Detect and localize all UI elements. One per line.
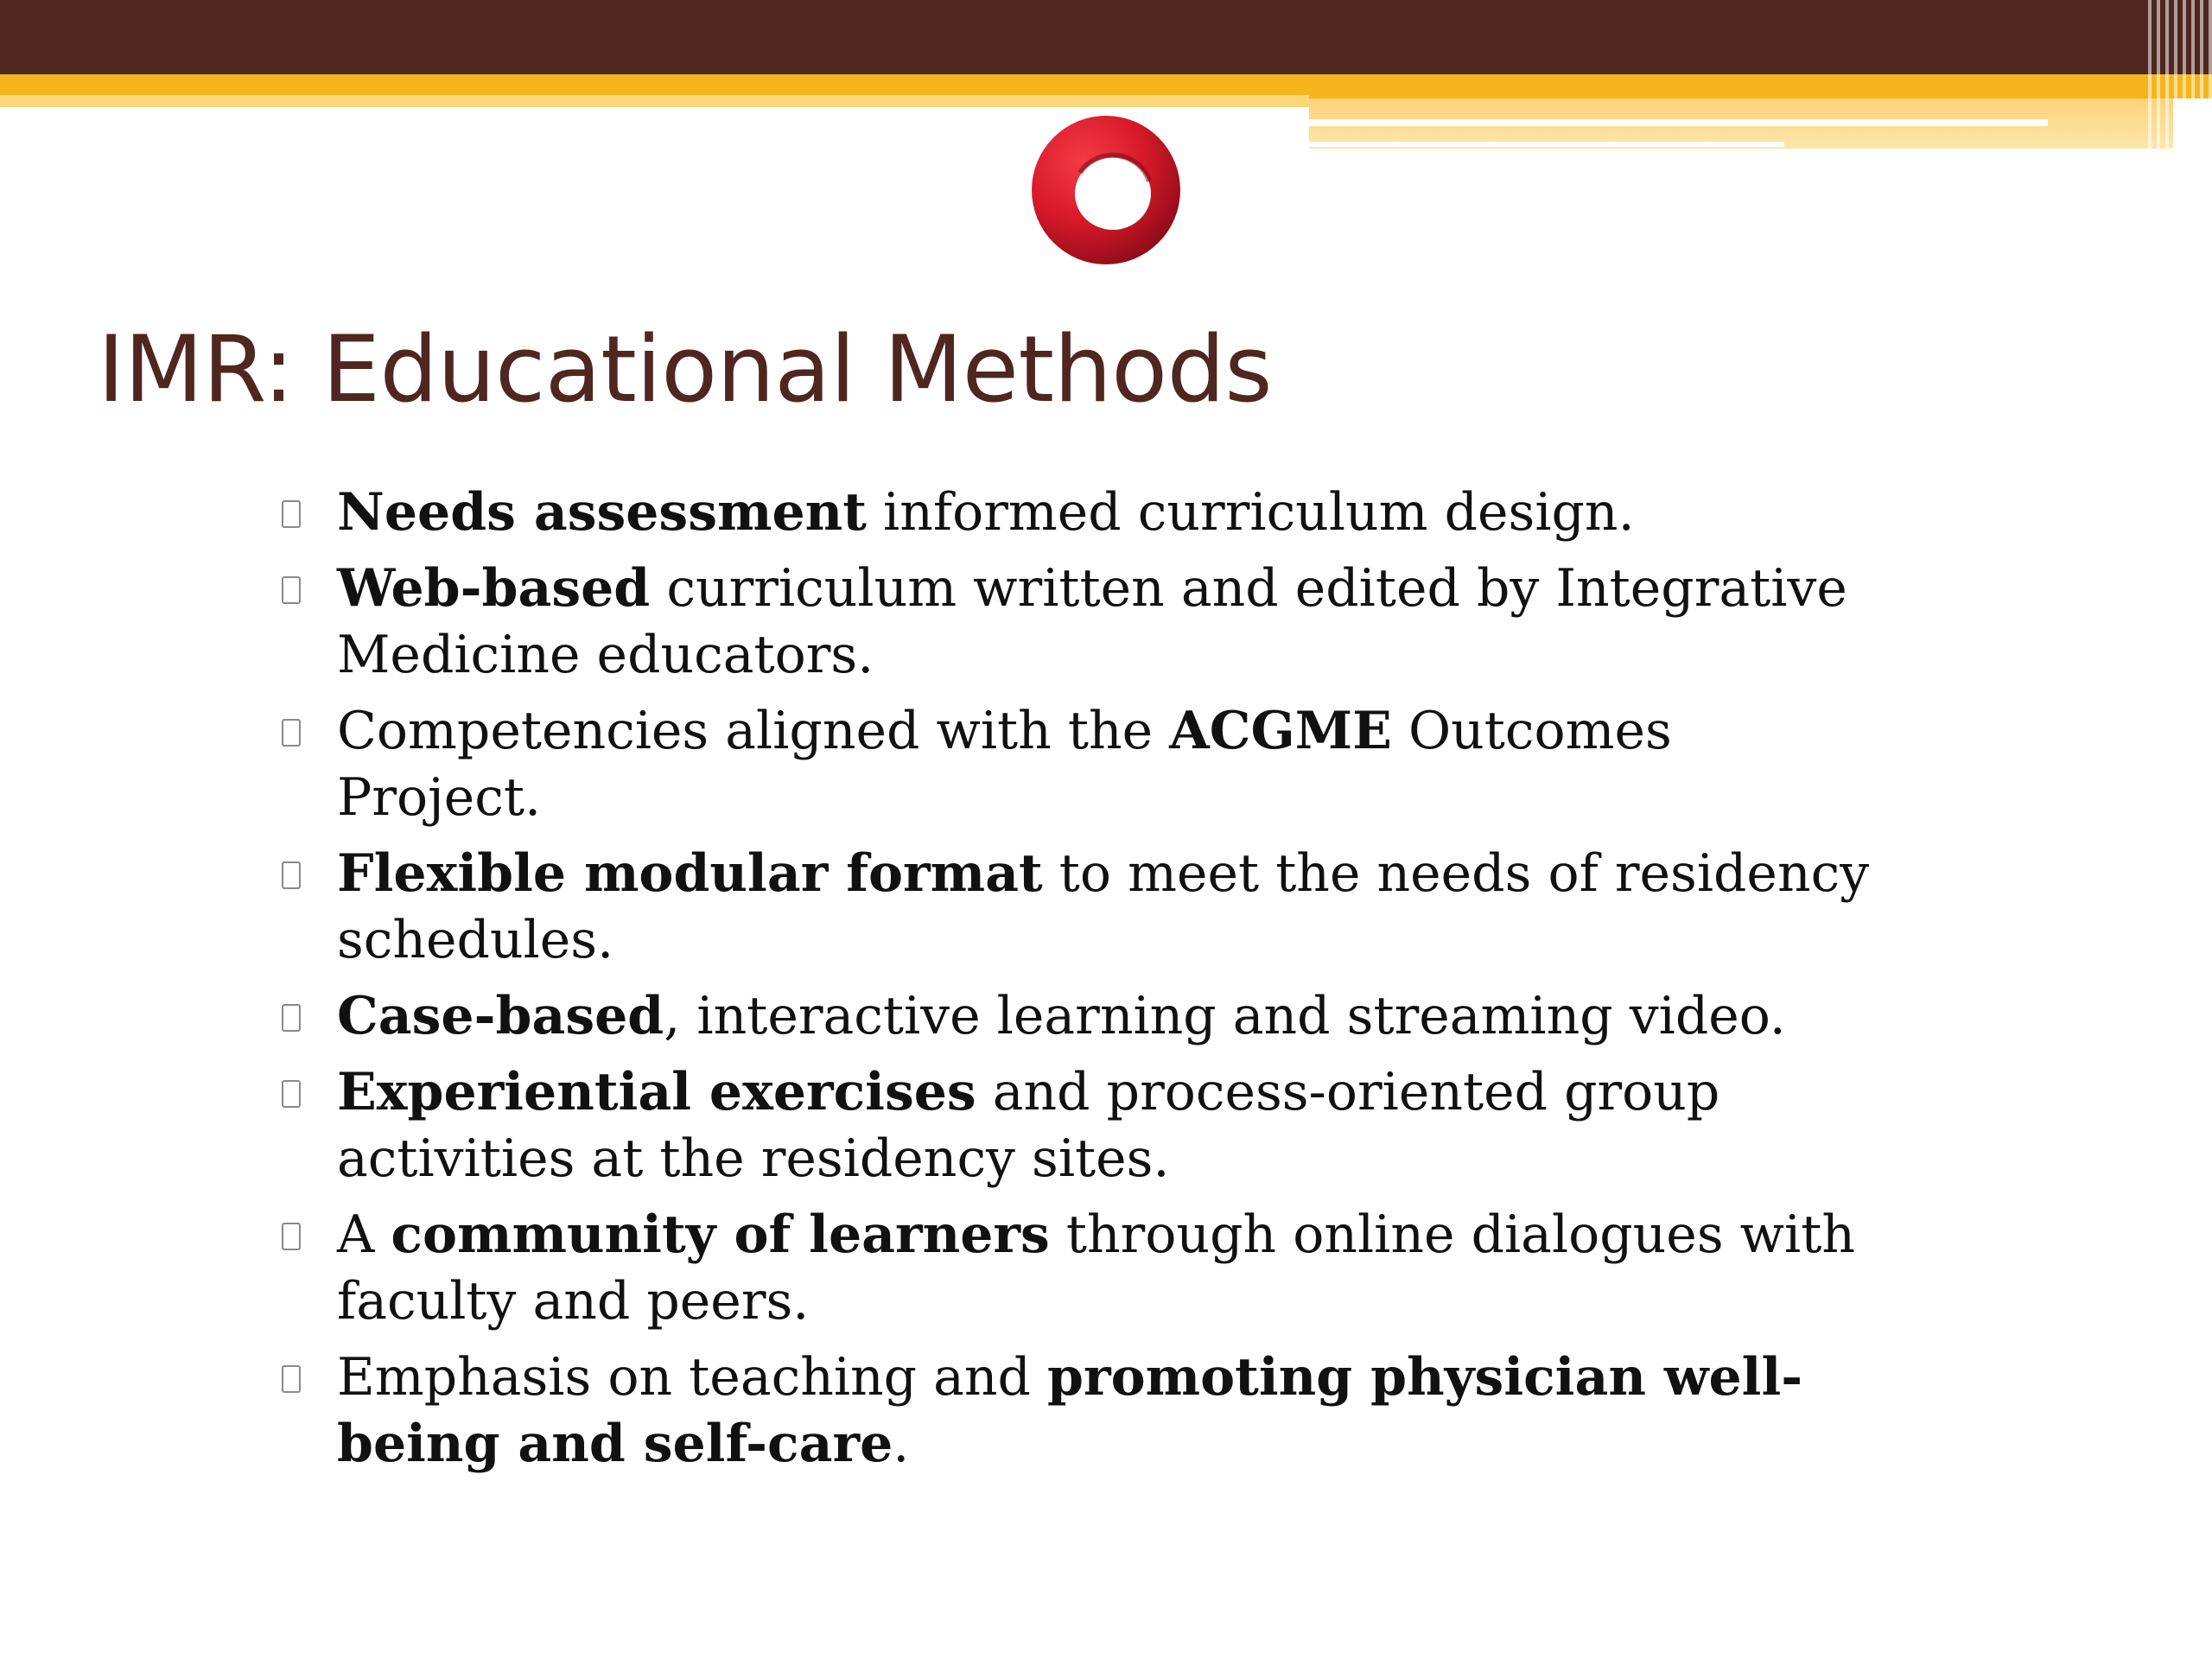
bullet-bold-text: promoting physician well-being and self-care [337, 1347, 1803, 1474]
empty-box-bullet-icon [282, 500, 301, 528]
bullet-list [275, 480, 1873, 1487]
bullet-bold-text: Needs assessment [337, 482, 867, 543]
empty-box-bullet-icon [282, 1223, 301, 1250]
list-item [275, 1059, 1873, 1192]
bullet-text: Outcomes Project. [337, 701, 1672, 828]
bullet-text: A [337, 1205, 391, 1265]
bullet-bold-text: ACGME [1169, 701, 1392, 761]
bullet-text: to meet the needs of residency schedules. [337, 843, 1870, 970]
bullet-text: informed curriculum design. [866, 482, 1635, 543]
header-accent-line [1309, 119, 2048, 126]
empty-box-bullet-icon [282, 861, 301, 889]
bullet-bold-text: Web-based [337, 558, 651, 619]
bullet-text: Competencies aligned with the [337, 701, 1170, 761]
bullet-text: , interactive learning and streaming video. [664, 986, 1786, 1046]
bullet-bold-text: Experiential exercises [337, 1062, 976, 1122]
bullet-bold-text: community of learners [391, 1205, 1050, 1265]
header-accent-line-2 [1309, 142, 1784, 147]
bullet-bold-text: Case-based [337, 986, 664, 1046]
bullet-text: Emphasis on teaching and [337, 1347, 1048, 1408]
header-band-gold-light [0, 95, 1309, 107]
list-item [275, 1202, 1873, 1335]
list-item [275, 1344, 1873, 1478]
list-item [275, 698, 1873, 831]
list-item [275, 480, 1873, 546]
header-stripes [2143, 0, 2212, 149]
empty-box-bullet-icon [282, 1080, 301, 1108]
red-ring-logo-icon [1028, 112, 1184, 268]
list-item [275, 983, 1873, 1050]
bullet-bold-text: Flexible modular format [337, 843, 1043, 904]
empty-box-bullet-icon [282, 576, 301, 604]
bullet-text: curriculum written and edited by Integrative Medicine educators. [337, 558, 1847, 685]
list-item [275, 841, 1873, 974]
empty-box-bullet-icon [282, 1365, 301, 1393]
bullet-text: . [893, 1414, 910, 1474]
bullet-text: and process-oriented group activities at the residency sites. [337, 1062, 1720, 1189]
header-band-dark [0, 0, 2212, 74]
slide-title: IMR: Educational Methods [98, 316, 1273, 423]
bullet-text: through online dialogues with faculty and peers. [337, 1205, 1855, 1332]
empty-box-bullet-icon [282, 719, 301, 747]
list-item [275, 556, 1873, 689]
empty-box-bullet-icon [282, 1004, 301, 1032]
